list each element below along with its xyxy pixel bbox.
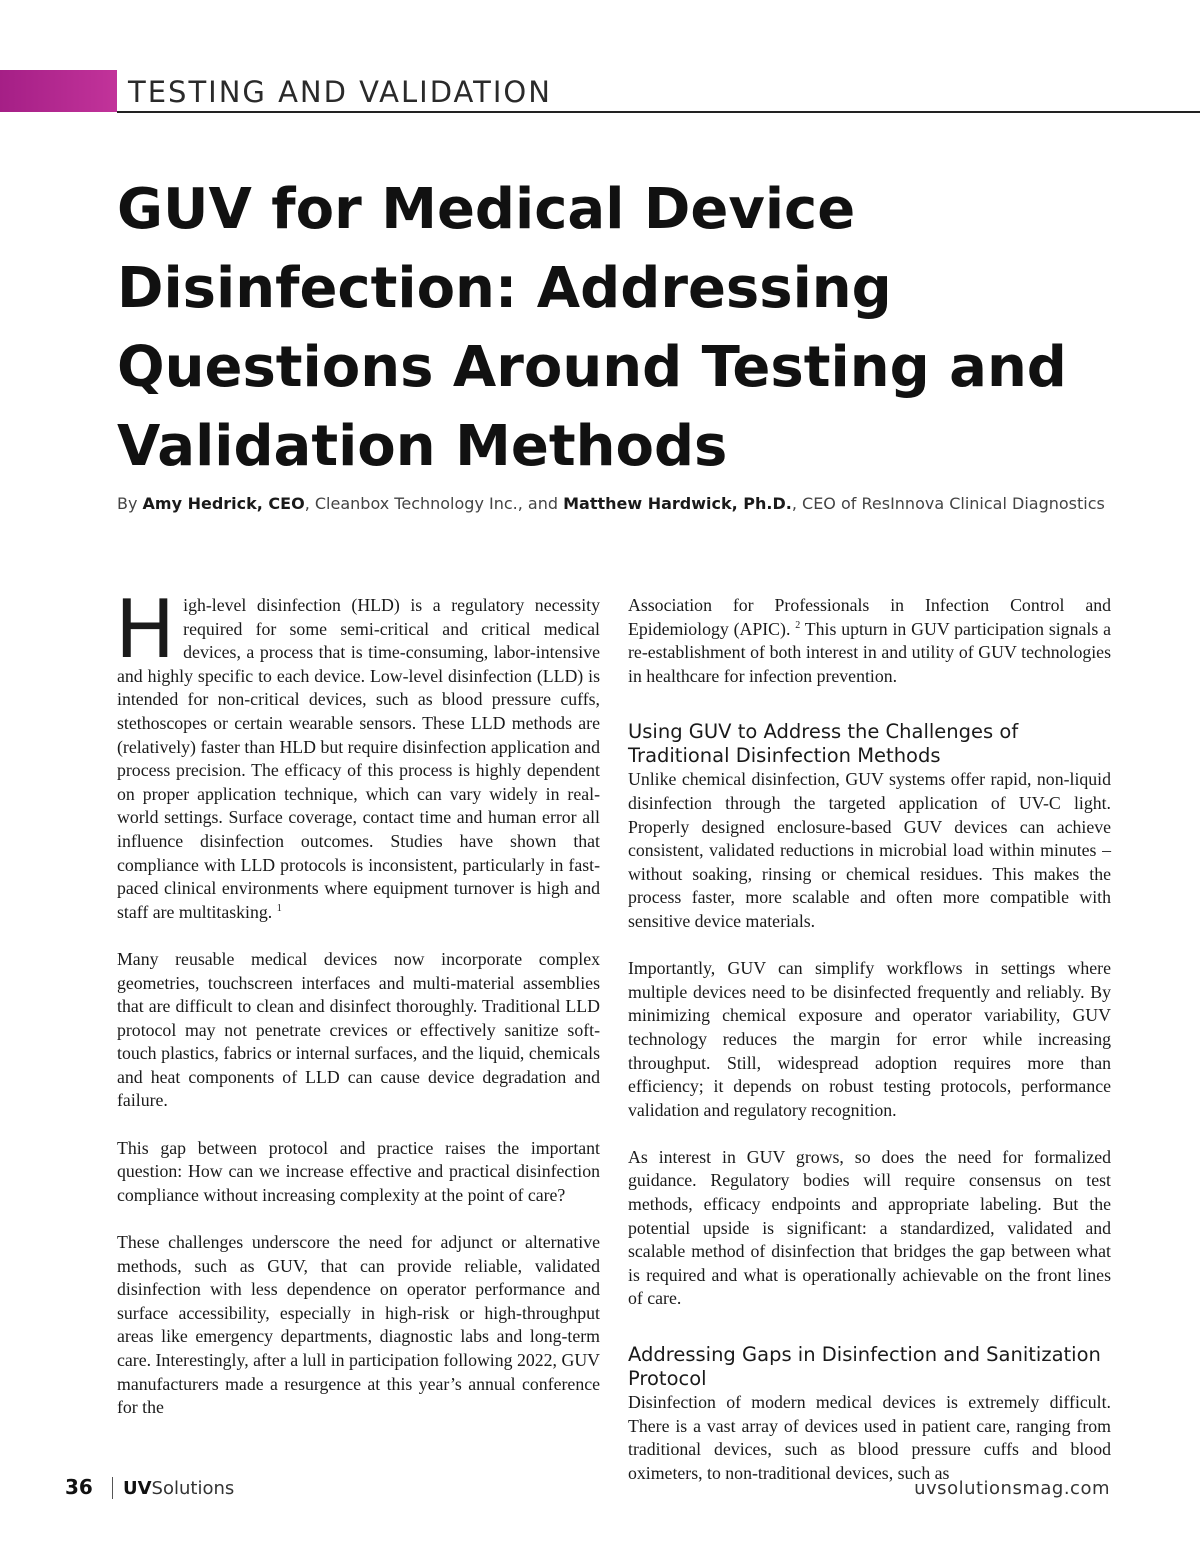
section-accent-bar	[0, 70, 117, 112]
paragraph: Many reusable medical devices now incorporate complex geometries, touchscreen interfaces and multi-material assemblies that are difficult to clean and disinfect thoroughly. Traditional LLD protocol may not penetrate crevices or effectively sanitize soft-touch plastics, fabrics or internal surfaces, and the liquid, chemicals and heat components of LLD can cause device degradation and failure.	[117, 948, 600, 1111]
magazine-name	[123, 1478, 234, 1499]
paragraph-text: Association for Professionals in Infection Control and Epidemiology (APIC).	[628, 595, 1111, 639]
subheading: Using GUV to Address the Challenges of Traditional Disinfection Methods	[628, 720, 1019, 768]
paragraph: These challenges underscore the need for adjunct or alternative methods, such as GUV, that can provide reliable, validated disinfection with less dependence on operator performance and surface accessibility, especially in high-risk or high-throughput areas like emergency departments, diagnostic labs and long-term care. Interestingly, after a lull in participation following 2022, GUV manufacturers made a resurgence at this year’s annual conference for the	[117, 1232, 600, 1418]
article-title: GUV for Medical Device Disinfection: Addressing Questions Around Testing and Validation Methods	[117, 177, 1067, 479]
footnote-ref-2: 2	[795, 619, 801, 631]
section-label: TESTING AND VALIDATION	[128, 75, 552, 109]
magazine-name-rest: Solutions	[151, 1478, 235, 1499]
footnote-ref-1: 1	[276, 902, 282, 914]
paragraph	[628, 594, 1111, 688]
paragraph: Disinfection of modern medical devices is extremely difficult. There is a vast array of devices used in patient care, ranging from traditional devices, such as blood pressure cuffs and blood oximeters, to non-traditional devices, such as	[628, 1392, 1111, 1483]
author-1: Amy Hedrick, CEO	[142, 494, 305, 513]
paragraph-text-continued: This upturn in GUV participation signals a re-establishment of both interest in and utility of GUV technologies in healthcare for infection prevention.	[628, 618, 1111, 686]
affiliation-2: , CEO of ResInnova Clinical Diagnostics	[791, 494, 1105, 513]
left-column	[115, 583, 600, 1420]
paragraph: Unlike chemical disinfection, GUV systems offer rapid, non-liquid disinfection through the targeted application of UV-C light. Properly designed enclosure-based GUV devices can achieve consistent, validated reductions in microbial load within minutes – without soaking, rinsing or chemical residues. This makes the process faster, more scalable and often more compatible with sensitive device materials.	[628, 769, 1111, 931]
paragraph-intro	[115, 583, 600, 924]
website-url: uvsolutionsmag.com	[914, 1478, 1110, 1499]
page-number: 36	[65, 1475, 93, 1499]
magazine-name-bold: UV	[123, 1478, 152, 1499]
paragraph: Importantly, GUV can simplify workflows in settings where multiple devices need to be disinfected frequently and reliably. By minimizing chemical exposure and operator variability, GUV technology reduces the margin for error while increasing throughput. Still, widespread adoption requires more than efficiency; it depends on robust testing protocols, performance validation and regulatory recognition.	[628, 958, 1111, 1120]
drop-cap: H	[115, 583, 176, 676]
byline	[117, 492, 1107, 515]
subheading: Addressing Gaps in Disinfection and Sanitization Protocol	[628, 1343, 1101, 1391]
footer-divider	[112, 1477, 113, 1499]
affiliation-1: , Cleanbox Technology Inc., and	[304, 494, 564, 513]
paragraph: As interest in GUV grows, so does the need for formalized guidance. Regulatory bodies will require consensus on test methods, efficacy endpoints and appropriate labeling. But the potential upside is significant: a standardized, validated and scalable method of disinfection that bridges the gap between what is required and what is operationally achievable on the front lines of care.	[628, 1146, 1111, 1309]
author-2: Matthew Hardwick, Ph.D.	[563, 494, 792, 513]
section-divider	[117, 111, 1200, 113]
right-column	[628, 594, 1111, 1485]
byline-prefix: By	[117, 494, 143, 513]
paragraph-intro-text: igh-level disinfection (HLD) is a regulatory necessity required for some semi-critical and critical medical devices, a process that is time-consuming, labor-intensive and highly specific to each device. Low-level disinfection (LLD) is intended for non-critical devices, such as blood pressure cuffs, stethoscopes or certain wearable sensors. These LLD methods are (relatively) faster than HLD but require disinfection application and process precision. The efficacy of this process is highly dependent on proper application technique, which can vary widely in real-world settings. Surface coverage, contact time and human error all influence disinfection outcomes. Studies have shown that compliance with LLD protocols is inconsistent, particularly in fast-paced clinical environments where equipment turnover is high and staff are multitasking.	[117, 595, 600, 922]
paragraph: This gap between protocol and practice raises the important question: How can we increase effective and practical disinfection compliance without increasing complexity at the point of care?	[117, 1137, 600, 1205]
